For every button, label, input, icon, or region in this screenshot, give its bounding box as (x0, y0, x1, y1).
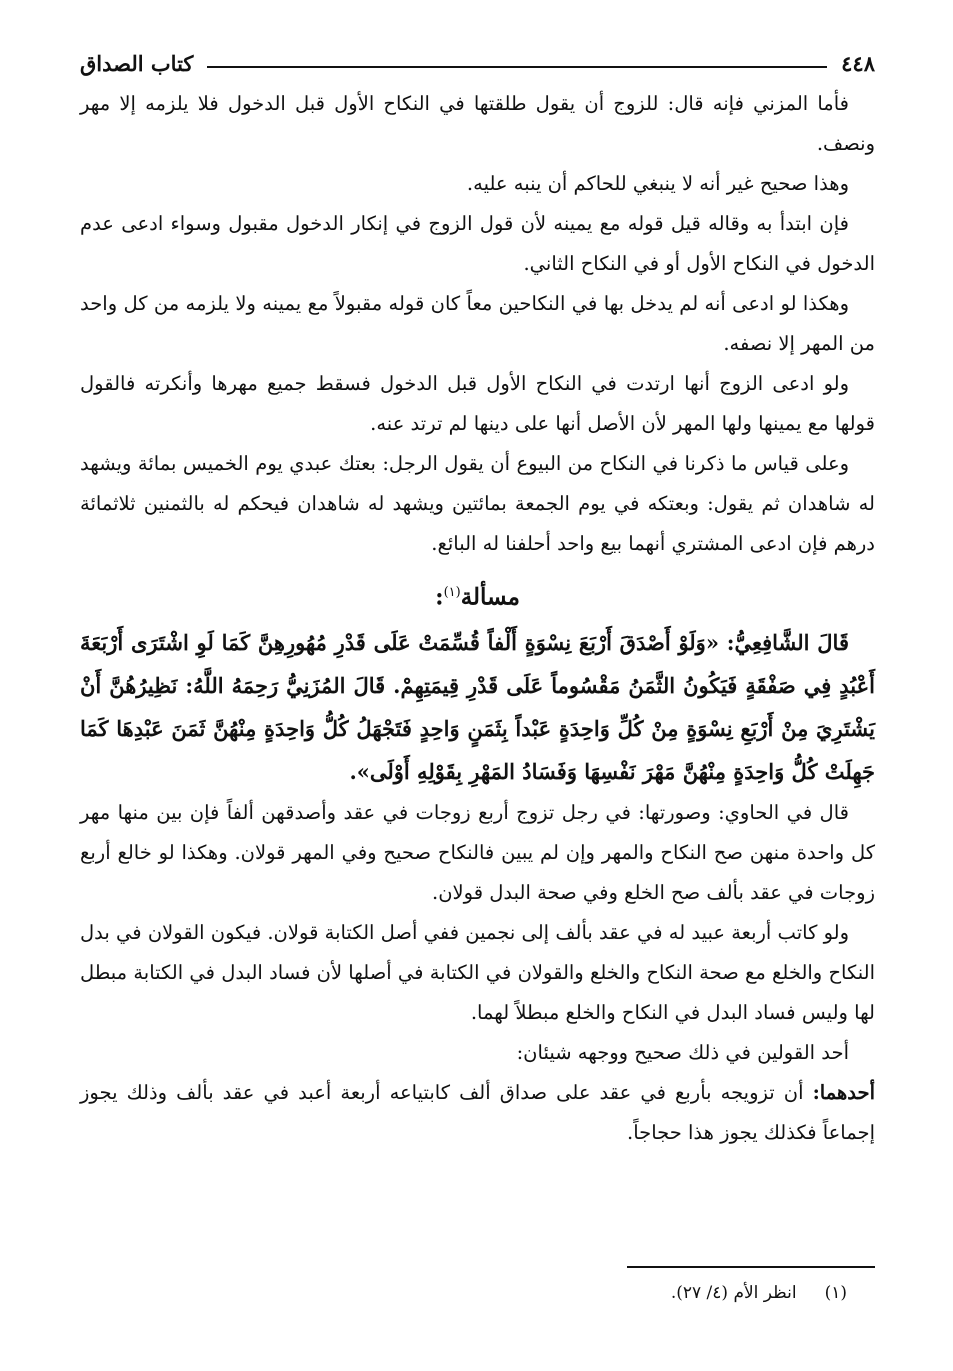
footnote-reference: (١) (443, 585, 461, 600)
paragraph-lead: أحدهما: (812, 1080, 875, 1104)
quoted-text: قَالَ الشَّافِعِيُّ: «وَلَوْ أَصْدَقَ أَرْبَعَ نِسْوَةٍ أَلْفاً قُسِّمَتْ عَلَى قَدْرِ مُهُورِهِنَّ كَمَا لَوِ اشْتَرَى أَرْبَعَةَ أَعْبُدٍ فِي صَفْقَةٍ فَيَكُونُ الثَّمَنُ مَقْسُوماً عَلَى قَدْرِ قِيمَتِهِمْ. قَالَ المُزَنِيُّ رَحِمَهُ اللَّهُ: نَظِيرُهُنَّ أَنْ يَشْتَرِيَ مِنْ أَرْبَعِ نِسْوَةٍ مِنْ كُلِّ وَاحِدَةٍ عَبْداً بِثَمَنٍ وَاحِدٍ فَتَجْهَلُ كُلُّ وَاحِدَةٍ مِنْهُنَّ ثَمَنَ عَبْدِهَا كَمَا جَهِلَتْ كُلُّ وَاحِدَةٍ مِنْهُنَّ مَهْرَ نَفْسِهَا وَفَسَادُ المَهْرِ بِقَوْلِهِ أَوْلَى». (80, 629, 875, 784)
paragraph-last (80, 1073, 875, 1153)
section-heading (80, 570, 875, 621)
paragraph: ولو ادعى الزوج أنها ارتدت في النكاح الأول قبل الدخول فسقط جميع مهرها وأنكرته فالقول قولها مع يمينها ولها المهر لأن الأصل أنها على دينها لم ترتد عنه. (80, 372, 875, 435)
paragraph: وعلى قياس ما ذكرنا في النكاح من البيوع أن يقول الرجل: بعتك عبدي يوم الخميس بمائة ويشهد له شاهدان ثم يقول: وبعتكه في يوم الجمعة بمائتين ويشهد له شاهدان فيحكم له بالثمنين ثلاثمائة درهم فإن ادعى المشتري أنهما بيع واحد أحلفنا له البائع. (80, 452, 875, 555)
page-number: ٤٤٨ (841, 51, 875, 76)
main-text (80, 84, 875, 1153)
paragraph: أحد القولين في ذلك صحيح ووجهه شيئان: (516, 1040, 849, 1064)
footnote-marker: (١) (824, 1283, 847, 1303)
section-heading-text: مسألة (460, 583, 520, 611)
heading-colon: : (435, 583, 444, 611)
footnote (671, 1278, 847, 1308)
paragraph: وهكذا لو ادعى أنه لم يدخل بها في النكاحين معاً كان قوله مقبولاً مع يمينه ولا يلزمه من كل واحد من المهر إلا نصفه. (80, 292, 875, 355)
page-header (80, 40, 875, 74)
paragraph: فأما المزني فإنه قال: للزوج أن يقول طلقتها في النكاح الأول قبل الدخول فلا يلزمه إلا مهر ونصف. (80, 92, 875, 155)
document-page (80, 40, 875, 1153)
header-rule (207, 66, 827, 68)
paragraph: وهذا صحيح غير أنه لا ينبغي للحاكم أن ينبه عليه. (466, 172, 849, 195)
paragraph-last-text: أن تزويجه بأربع في عقد على صداق ألف كابتياعه أربعة أعبد في عقد بألف وذلك يجوز إجماعاً فكذلك يجوز هذا حجاجاً. (80, 1080, 875, 1144)
paragraph: ولو كاتب أربعة عبيد له في عقد بألف إلى نجمين ففي أصل الكتابة قولان. فيكون القولان في بدل النكاح والخلع مع صحة النكاح والخلع والقولان في الكتابة في أصلها لأن فساد البدل في الكتابة مبطل لها وليس فساد البدل في النكاح والخلع مبطلاً لهما. (80, 920, 875, 1024)
footnote-text: انظر الأم (٤/ ٢٧). (670, 1283, 797, 1303)
paragraph: فإن ابتدأ به وقاله قيل قوله مع يمينه لأن قول الزوج في إنكار الدخول مقبول وسواء ادعى عدم الدخول في النكاح الأول أو في النكاح الثاني. (80, 212, 875, 275)
book-title: كتاب الصداق (80, 51, 194, 76)
footnote-rule (627, 1266, 875, 1268)
paragraph: قال في الحاوي: وصورتها: في رجل تزوج أربع زوجات في عقد وأصدقهن ألفاً فإن بين منها مهر كل واحدة منهن صح النكاح والمهر وإن لم يبين فالنكاح صحيح وفي المهر قولان. وهكذا لو خالع أربع زوجات في عقد بألف صح الخلع وفي صحة البدل قولان. (80, 800, 875, 904)
